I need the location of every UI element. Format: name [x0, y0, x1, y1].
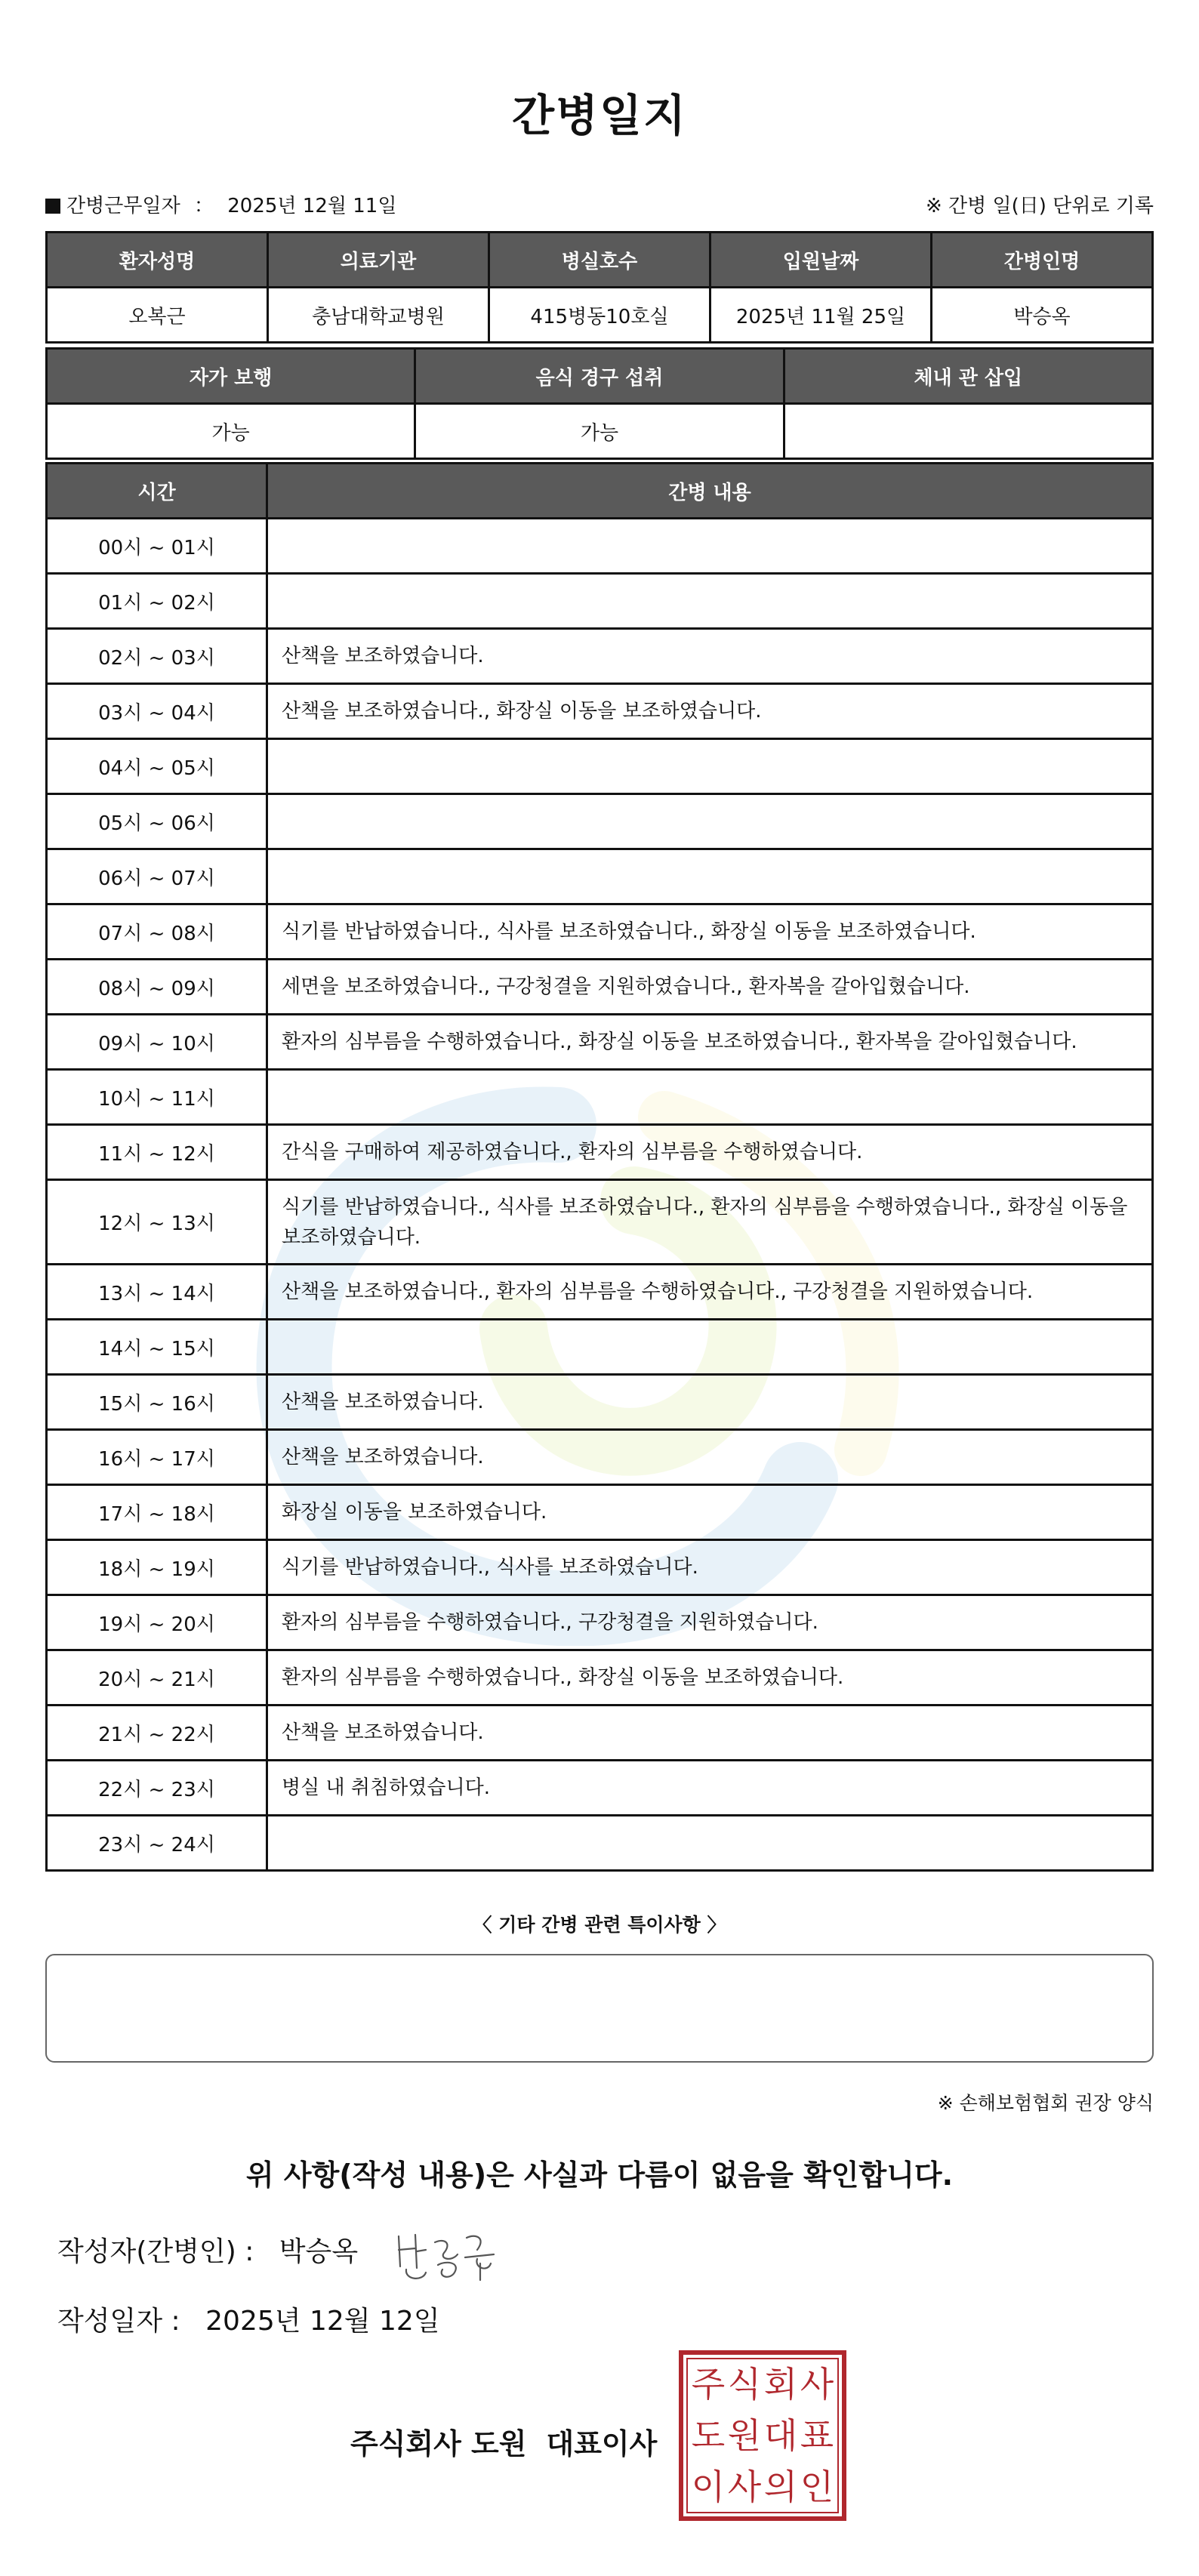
header-tube-insertion: 체내 관 삽입: [784, 349, 1152, 404]
log-time: 04시 ~ 05시: [47, 739, 267, 794]
table-row: [47, 794, 1153, 849]
table-row: [47, 1485, 1153, 1540]
log-time: 15시 ~ 16시: [47, 1375, 267, 1430]
log-content: 식기를 반납하였습니다., 식사를 보조하였습니다.: [267, 1540, 1153, 1595]
table-row: [47, 1265, 1153, 1320]
author-label: 작성자(간병인) :: [57, 2236, 254, 2267]
work-date-line: [45, 190, 1154, 220]
table-row: [47, 1320, 1153, 1375]
company-name: 주식회사 도원: [350, 2427, 527, 2460]
header-self-walking: 자가 보행: [47, 349, 415, 404]
log-content: [267, 739, 1153, 794]
log-time: 13시 ~ 14시: [47, 1265, 267, 1320]
log-content: 환자의 심부름을 수행하였습니다., 화장실 이동을 보조하였습니다., 환자복을 갈아입혔습니다.: [267, 1015, 1153, 1070]
table-row: [47, 1125, 1153, 1180]
table-row: [47, 1706, 1153, 1761]
written-date-line: [57, 2300, 440, 2338]
log-content: 식기를 반납하였습니다., 식사를 보조하였습니다., 화장실 이동을 보조하였습니다.: [267, 904, 1153, 960]
table-row: [47, 1430, 1153, 1485]
work-date-value: 2025년 12월 11일: [227, 195, 397, 217]
room-number: 415병동10호실: [489, 288, 710, 343]
header-oral-intake: 음식 경구 섭취: [415, 349, 784, 404]
seal-character: 회: [763, 2364, 798, 2405]
table-row: [47, 684, 1153, 739]
table-row: [47, 629, 1153, 684]
log-content: 산책을 보조하였습니다.: [267, 1375, 1153, 1430]
log-content: 환자의 심부름을 수행하였습니다., 구강청결을 지원하였습니다.: [267, 1595, 1153, 1650]
seal-character: 사: [800, 2364, 834, 2405]
notes-box: [45, 1954, 1154, 2063]
author-name: 박승옥: [279, 2236, 359, 2267]
log-time: 17시 ~ 18시: [47, 1485, 267, 1540]
log-time: 01시 ~ 02시: [47, 574, 267, 629]
log-content: [267, 574, 1153, 629]
representative-title: 대표이사: [546, 2427, 658, 2460]
handwritten-signature: [393, 2220, 506, 2288]
author-line: [57, 2230, 358, 2269]
log-time: 21시 ~ 22시: [47, 1706, 267, 1761]
log-content: 산책을 보조하였습니다., 환자의 심부름을 수행하였습니다., 구강청결을 지원하였습니다.: [267, 1265, 1153, 1320]
log-content: 산책을 보조하였습니다.: [267, 1706, 1153, 1761]
table-row: [47, 1180, 1153, 1265]
table-row: [47, 1375, 1153, 1430]
company-seal-stamp: [678, 2350, 847, 2522]
log-time: 09시 ~ 10시: [47, 1015, 267, 1070]
header-caregiver-name: 간병인명: [932, 233, 1153, 288]
seal-character: 대: [763, 2415, 798, 2456]
table-row: [47, 1015, 1153, 1070]
log-content: 산책을 보조하였습니다., 화장실 이동을 보조하였습니다.: [267, 684, 1153, 739]
log-content: 산책을 보조하였습니다.: [267, 1430, 1153, 1485]
log-time: 08시 ~ 09시: [47, 960, 267, 1015]
table-row: [47, 1595, 1153, 1650]
log-content: 식기를 반납하였습니다., 식사를 보조하였습니다., 환자의 심부름을 수행하였습니다., 화장실 이동을 보조하였습니다.: [267, 1180, 1153, 1265]
oral-intake-value: 가능: [415, 404, 784, 459]
patient-status-table: [45, 347, 1154, 460]
log-time: 06시 ~ 07시: [47, 849, 267, 904]
self-walking-value: 가능: [47, 404, 415, 459]
header-care-content: 간병 내용: [267, 464, 1153, 519]
daily-record-note: ※ 간병 일(日) 단위로 기록: [925, 195, 1154, 217]
header-time: 시간: [47, 464, 267, 519]
table-row: [47, 960, 1153, 1015]
table-row: [47, 1650, 1153, 1706]
tube-insertion-value: [784, 404, 1152, 459]
work-date-separator: ：: [193, 195, 214, 217]
table-row: [47, 1761, 1153, 1816]
care-log-table: [45, 462, 1154, 1872]
hospital-name: 충남대학교병원: [268, 288, 489, 343]
log-time: 23시 ~ 24시: [47, 1816, 267, 1871]
seal-character: 도: [691, 2415, 726, 2456]
seal-character: 원: [727, 2415, 762, 2456]
log-time: 18시 ~ 19시: [47, 1540, 267, 1595]
confirmation-statement: 위 사항(작성 내용)은 사실과 다름이 없음을 확인합니다.: [245, 2158, 954, 2192]
log-time: 07시 ~ 08시: [47, 904, 267, 960]
table-row: [47, 1816, 1153, 1871]
header-patient-name: 환자성명: [47, 233, 268, 288]
log-content: [267, 1320, 1153, 1375]
square-bullet-icon: [45, 199, 60, 214]
log-content: [267, 849, 1153, 904]
admission-date: 2025년 11월 25일: [710, 288, 932, 343]
table-row: [47, 1540, 1153, 1595]
log-content: 환자의 심부름을 수행하였습니다., 화장실 이동을 보조하였습니다.: [267, 1650, 1153, 1706]
caregiver-name: 박승옥: [932, 288, 1153, 343]
log-time: 20시 ~ 21시: [47, 1650, 267, 1706]
standard-form-note: ※ 손해보험협회 권장 양식: [937, 2092, 1154, 2114]
table-row: [47, 904, 1153, 960]
log-time: 16시 ~ 17시: [47, 1430, 267, 1485]
company-line: [350, 2420, 657, 2462]
header-hospital: 의료기관: [268, 233, 489, 288]
written-date-label: 작성일자 :: [57, 2306, 180, 2337]
log-time: 14시 ~ 15시: [47, 1320, 267, 1375]
log-time: 10시 ~ 11시: [47, 1070, 267, 1125]
log-content: 간식을 구매하여 제공하였습니다., 환자의 심부름을 수행하였습니다.: [267, 1125, 1153, 1180]
log-content: 병실 내 취침하였습니다.: [267, 1761, 1153, 1816]
log-time: 22시 ~ 23시: [47, 1761, 267, 1816]
log-time: 19시 ~ 20시: [47, 1595, 267, 1650]
patient-info-table: [45, 231, 1154, 344]
log-content: [267, 1816, 1153, 1871]
work-date-label: 간병근무일자: [66, 195, 180, 217]
seal-character: 식: [727, 2364, 762, 2405]
seal-character: 사: [727, 2467, 762, 2507]
log-content: [267, 519, 1153, 574]
log-time: 02시 ~ 03시: [47, 629, 267, 684]
header-admission-date: 입원날짜: [710, 233, 932, 288]
seal-character: 표: [800, 2415, 834, 2456]
log-content: [267, 794, 1153, 849]
log-time: 11시 ~ 12시: [47, 1125, 267, 1180]
seal-character: 주: [691, 2364, 726, 2405]
log-time: 00시 ~ 01시: [47, 519, 267, 574]
log-time: 03시 ~ 04시: [47, 684, 267, 739]
log-content: 화장실 이동을 보조하였습니다.: [267, 1485, 1153, 1540]
log-content: 세면을 보조하였습니다., 구강청결을 지원하였습니다., 환자복을 갈아입혔습니다.: [267, 960, 1153, 1015]
table-row: [47, 739, 1153, 794]
table-row: [47, 849, 1153, 904]
patient-name: 오복근: [47, 288, 268, 343]
header-room: 병실호수: [489, 233, 710, 288]
page-title: 간병일지: [511, 90, 688, 141]
seal-character: 의: [763, 2467, 798, 2507]
table-row: [47, 1070, 1153, 1125]
table-row: [47, 574, 1153, 629]
seal-character: 이: [691, 2467, 726, 2507]
log-time: 12시 ~ 13시: [47, 1180, 267, 1265]
notes-title: 〈 기타 간병 관련 특이사항 〉: [473, 1914, 726, 1936]
log-content: [267, 1070, 1153, 1125]
log-content: 산책을 보조하였습니다.: [267, 629, 1153, 684]
written-date-value: 2025년 12월 12일: [205, 2306, 440, 2337]
log-time: 05시 ~ 06시: [47, 794, 267, 849]
seal-character: 인: [800, 2467, 834, 2507]
table-row: [47, 519, 1153, 574]
